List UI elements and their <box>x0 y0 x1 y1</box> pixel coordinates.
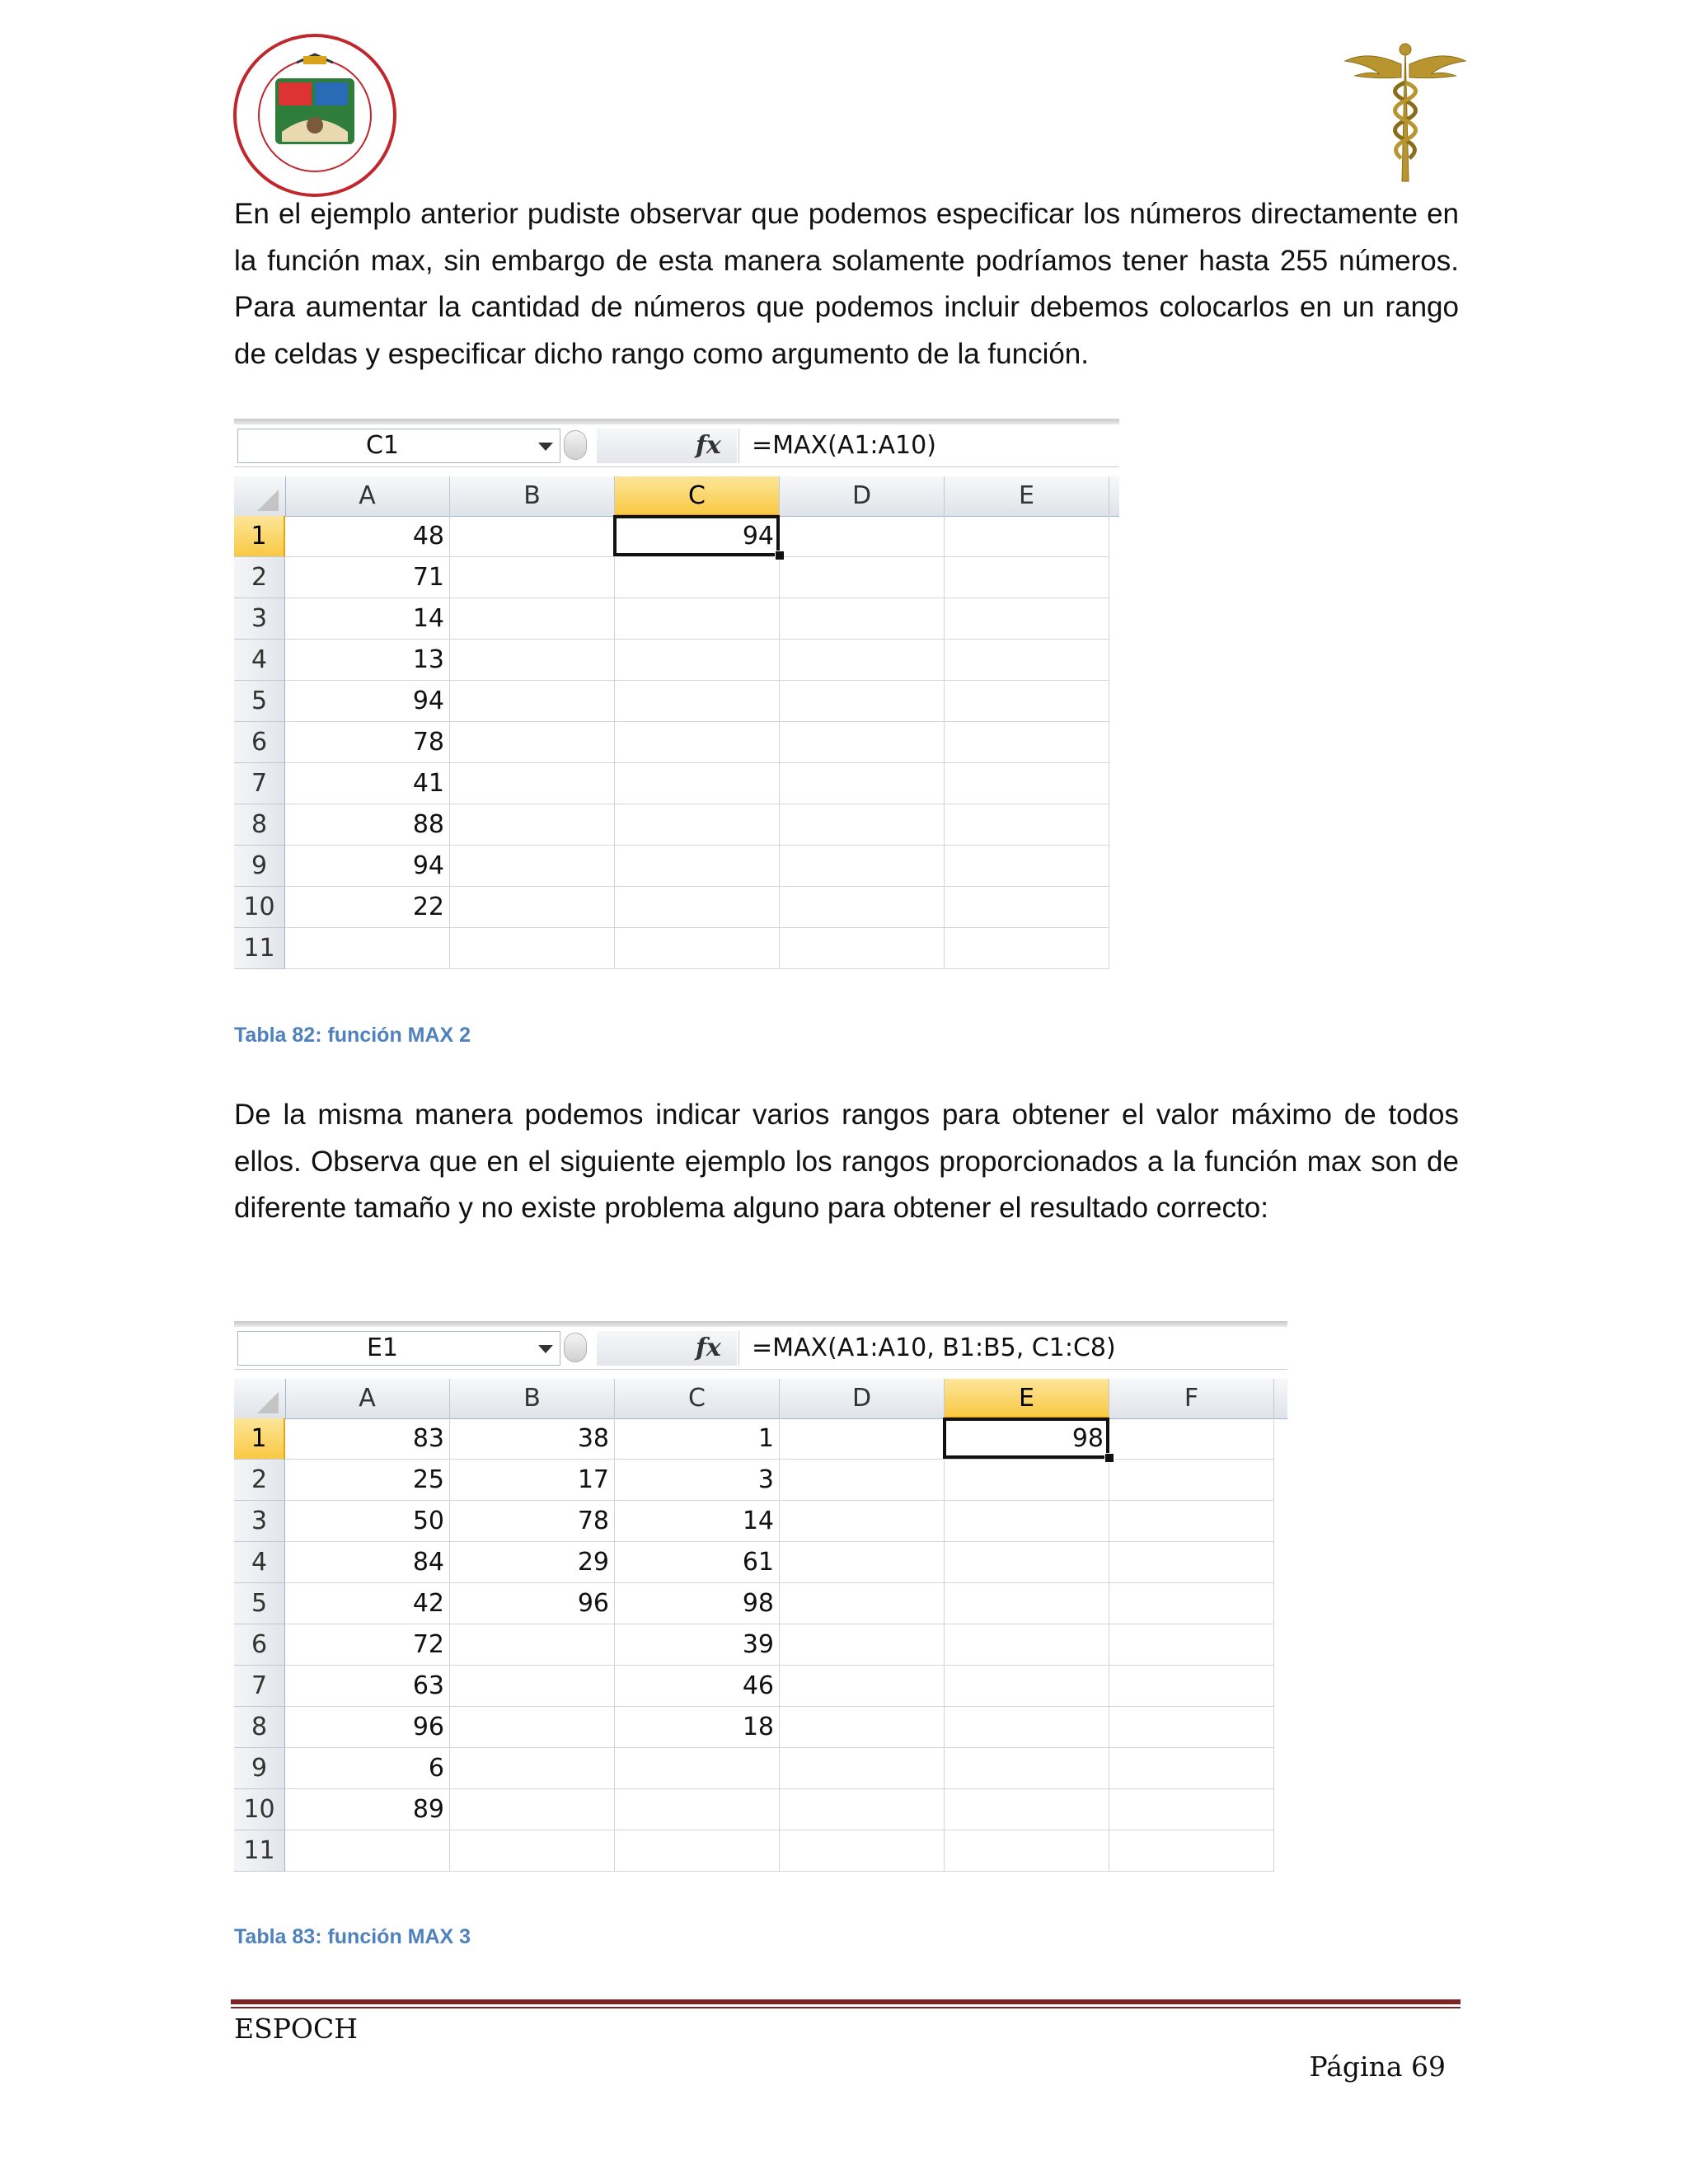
cell-c2[interactable]: 3 <box>615 1460 780 1501</box>
cell-c1[interactable]: 1 <box>615 1418 780 1460</box>
name-box-value: C1 <box>365 431 400 460</box>
cell-d8[interactable] <box>780 804 945 846</box>
active-cell-border <box>943 1418 1109 1459</box>
cell-b10[interactable] <box>450 887 615 928</box>
cell-a9[interactable]: 6 <box>285 1748 450 1789</box>
name-box-value: E1 <box>366 1333 399 1362</box>
cell-b4[interactable] <box>450 640 615 681</box>
formula-bar <box>234 1328 1287 1370</box>
cell-d5[interactable] <box>780 681 945 722</box>
cell-e1[interactable]: 98 <box>945 1418 1109 1460</box>
cell-b10[interactable] <box>450 1789 615 1830</box>
fx-icon[interactable]: fx <box>696 431 721 460</box>
row-header-5[interactable]: 5 <box>234 1583 285 1624</box>
active-cell-border <box>613 515 780 556</box>
cell-f10[interactable] <box>1109 1789 1274 1830</box>
cell-c4[interactable]: 61 <box>615 1542 780 1583</box>
cell-a11[interactable] <box>285 928 450 969</box>
cell-d6[interactable] <box>780 722 945 763</box>
row-header-6[interactable]: 6 <box>234 1624 285 1666</box>
cell-b7[interactable] <box>450 1666 615 1707</box>
cell-b6[interactable] <box>450 722 615 763</box>
cell-f11[interactable] <box>1109 1830 1274 1872</box>
footer-rule-thin <box>231 2007 1461 2008</box>
cell-e5[interactable] <box>945 1583 1109 1624</box>
cell-b7[interactable] <box>450 763 615 804</box>
cell-b3[interactable]: 78 <box>450 1501 615 1542</box>
select-all-corner[interactable] <box>234 476 286 516</box>
column-header-a[interactable]: A <box>285 476 450 516</box>
cell-d9[interactable] <box>780 1748 945 1789</box>
chevron-down-icon[interactable] <box>538 443 553 451</box>
cell-c4[interactable] <box>615 640 780 681</box>
cell-d4[interactable] <box>780 640 945 681</box>
cell-e7[interactable] <box>945 763 1109 804</box>
cell-f2[interactable] <box>1109 1460 1274 1501</box>
cell-c6[interactable] <box>615 722 780 763</box>
cell-a3[interactable]: 50 <box>285 1501 450 1542</box>
cell-b1[interactable] <box>450 516 615 557</box>
cell-a6[interactable]: 72 <box>285 1624 450 1666</box>
cell-d10[interactable] <box>780 1789 945 1830</box>
formula-input[interactable]: =MAX(A1:A10) <box>752 431 936 460</box>
cell-d6[interactable] <box>780 1624 945 1666</box>
cell-a2[interactable]: 71 <box>285 557 450 598</box>
ranges-paragraph: De la misma manera podemos indicar varios rangos para obtener el valor máximo de todos ellos. Observa que en el siguiente ejemplo los rangos proporcionados a la función max son de diferente tamaño y no existe problema alguno para obtener el resultado correcto: <box>234 1099 1459 1224</box>
footer-rule <box>231 1999 1461 2004</box>
row-header-7[interactable]: 7 <box>234 763 285 804</box>
intro-paragraph: En el ejemplo anterior pudiste observar que podemos especificar los números directamente en la función max, sin embargo de esta manera solamente podríamos tener hasta 255 números. Para aumentar la cantidad de números que podemos incluir debemos colocarlos en un rango de celdas y especificar dicho rango como argumento de la función. <box>234 198 1459 370</box>
cell-c10[interactable] <box>615 1789 780 1830</box>
cell-c9[interactable] <box>615 846 780 887</box>
column-header-d[interactable]: D <box>780 1379 945 1418</box>
page-number: Página 69 <box>1309 2050 1446 2083</box>
row-header-4[interactable]: 4 <box>234 640 285 681</box>
spreadsheet-max-2 <box>234 419 1119 982</box>
fx-icon[interactable]: fx <box>696 1333 721 1362</box>
cell-b2[interactable] <box>450 557 615 598</box>
cell-a3[interactable]: 14 <box>285 598 450 640</box>
cell-b9[interactable] <box>450 846 615 887</box>
column-header-e[interactable]: E <box>945 476 1109 516</box>
cell-e3[interactable] <box>945 598 1109 640</box>
select-all-corner[interactable] <box>234 1379 286 1418</box>
cell-a6[interactable]: 78 <box>285 722 450 763</box>
column-header-b[interactable]: B <box>450 476 615 516</box>
cell-e8[interactable] <box>945 804 1109 846</box>
cell-c2[interactable] <box>615 557 780 598</box>
column-header-c[interactable]: C <box>615 1379 780 1418</box>
cell-b4[interactable]: 29 <box>450 1542 615 1583</box>
cell-d2[interactable] <box>780 557 945 598</box>
row-header-3[interactable]: 3 <box>234 1501 285 1542</box>
cell-a1[interactable]: 83 <box>285 1418 450 1460</box>
cell-d5[interactable] <box>780 1583 945 1624</box>
cell-d3[interactable] <box>780 598 945 640</box>
name-box[interactable] <box>237 429 560 463</box>
cell-a10[interactable]: 89 <box>285 1789 450 1830</box>
table-caption-82: Tabla 82: función MAX 2 <box>234 1024 471 1047</box>
cell-c9[interactable] <box>615 1748 780 1789</box>
cell-a5[interactable]: 42 <box>285 1583 450 1624</box>
row-header-5[interactable]: 5 <box>234 681 285 722</box>
cell-b11[interactable] <box>450 928 615 969</box>
name-box[interactable] <box>237 1331 560 1366</box>
cell-c6[interactable]: 39 <box>615 1624 780 1666</box>
cell-d8[interactable] <box>780 1707 945 1748</box>
column-header-f[interactable]: F <box>1109 1379 1274 1418</box>
row-header-2[interactable]: 2 <box>234 557 285 598</box>
cell-c10[interactable] <box>615 887 780 928</box>
row-header-11[interactable]: 11 <box>234 928 285 969</box>
row-header-1[interactable]: 1 <box>234 1418 285 1460</box>
cell-b2[interactable]: 17 <box>450 1460 615 1501</box>
cell-e11[interactable] <box>945 928 1109 969</box>
cell-e2[interactable] <box>945 1460 1109 1501</box>
cell-a9[interactable]: 94 <box>285 846 450 887</box>
table-caption-83: Tabla 83: función MAX 3 <box>234 1925 471 1948</box>
formula-bar <box>234 425 1119 467</box>
row-header-8[interactable]: 8 <box>234 804 285 846</box>
cell-e7[interactable] <box>945 1666 1109 1707</box>
spreadsheet-max-3 <box>234 1321 1287 1885</box>
cell-c7[interactable]: 46 <box>615 1666 780 1707</box>
formula-bar-grip[interactable] <box>564 1333 587 1362</box>
cell-c7[interactable] <box>615 763 780 804</box>
row-header-7[interactable]: 7 <box>234 1666 285 1707</box>
cell-f3[interactable] <box>1109 1501 1274 1542</box>
cell-f5[interactable] <box>1109 1583 1274 1624</box>
cell-d3[interactable] <box>780 1501 945 1542</box>
cell-f9[interactable] <box>1109 1748 1274 1789</box>
row-header-1[interactable]: 1 <box>234 516 285 557</box>
cell-b8[interactable] <box>450 1707 615 1748</box>
cell-e6[interactable] <box>945 1624 1109 1666</box>
row-header-8[interactable]: 8 <box>234 1707 285 1748</box>
cell-d11[interactable] <box>780 1830 945 1872</box>
cell-c5[interactable]: 98 <box>615 1583 780 1624</box>
cell-d2[interactable] <box>780 1460 945 1501</box>
cell-a7[interactable]: 63 <box>285 1666 450 1707</box>
cell-f8[interactable] <box>1109 1707 1274 1748</box>
row-header-2[interactable]: 2 <box>234 1460 285 1501</box>
cell-b1[interactable]: 38 <box>450 1418 615 1460</box>
footer-institution: ESPOCH <box>234 2013 358 2045</box>
cell-a8[interactable]: 88 <box>285 804 450 846</box>
cell-e11[interactable] <box>945 1830 1109 1872</box>
formula-separator <box>738 429 739 463</box>
select-all-icon <box>257 1392 279 1413</box>
cell-a1[interactable]: 48 <box>285 516 450 557</box>
cell-a8[interactable]: 96 <box>285 1707 450 1748</box>
cell-c11[interactable] <box>615 1830 780 1872</box>
cell-e4[interactable] <box>945 1542 1109 1583</box>
cell-a5[interactable]: 94 <box>285 681 450 722</box>
fill-handle[interactable] <box>1104 1453 1114 1463</box>
espoch-seal-logo <box>232 33 397 198</box>
cell-e9[interactable] <box>945 846 1109 887</box>
cell-a4[interactable]: 84 <box>285 1542 450 1583</box>
cell-b9[interactable] <box>450 1748 615 1789</box>
caduceus-icon <box>1343 41 1467 185</box>
cell-b11[interactable] <box>450 1830 615 1872</box>
cell-e10[interactable] <box>945 1789 1109 1830</box>
cell-e10[interactable] <box>945 887 1109 928</box>
ribbon-edge <box>234 1321 1287 1327</box>
cell-f4[interactable] <box>1109 1542 1274 1583</box>
row-header-10[interactable]: 10 <box>234 887 285 928</box>
cell-e2[interactable] <box>945 557 1109 598</box>
cell-a11[interactable] <box>285 1830 450 1872</box>
column-header-e[interactable]: E <box>945 1379 1109 1418</box>
cell-b5[interactable] <box>450 681 615 722</box>
row-header-10[interactable]: 10 <box>234 1789 285 1830</box>
cell-e6[interactable] <box>945 722 1109 763</box>
column-header-b[interactable]: B <box>450 1379 615 1418</box>
cell-f1[interactable] <box>1109 1418 1274 1460</box>
row-header-6[interactable]: 6 <box>234 722 285 763</box>
row-header-4[interactable]: 4 <box>234 1542 285 1583</box>
row-header-11[interactable]: 11 <box>234 1830 285 1872</box>
cell-d10[interactable] <box>780 887 945 928</box>
cell-a2[interactable]: 25 <box>285 1460 450 1501</box>
cell-c8[interactable]: 18 <box>615 1707 780 1748</box>
cell-f6[interactable] <box>1109 1624 1274 1666</box>
ribbon-edge <box>234 419 1119 424</box>
cell-d4[interactable] <box>780 1542 945 1583</box>
row-header-9[interactable]: 9 <box>234 846 285 887</box>
cell-b5[interactable]: 96 <box>450 1583 615 1624</box>
cell-b8[interactable] <box>450 804 615 846</box>
fill-handle[interactable] <box>775 551 785 560</box>
cell-d7[interactable] <box>780 1666 945 1707</box>
cell-e9[interactable] <box>945 1748 1109 1789</box>
cell-d11[interactable] <box>780 928 945 969</box>
cell-a7[interactable]: 41 <box>285 763 450 804</box>
cell-d7[interactable] <box>780 763 945 804</box>
cell-c11[interactable] <box>615 928 780 969</box>
row-header-3[interactable]: 3 <box>234 598 285 640</box>
row-header-9[interactable]: 9 <box>234 1748 285 1789</box>
cell-e3[interactable] <box>945 1501 1109 1542</box>
chevron-down-icon[interactable] <box>538 1345 553 1353</box>
cell-b3[interactable] <box>450 598 615 640</box>
column-header-a[interactable]: A <box>285 1379 450 1418</box>
formula-separator <box>738 1331 739 1366</box>
formula-input[interactable]: =MAX(A1:A10, B1:B5, C1:C8) <box>752 1333 1116 1362</box>
cell-b6[interactable] <box>450 1624 615 1666</box>
cell-f7[interactable] <box>1109 1666 1274 1707</box>
cell-c8[interactable] <box>615 804 780 846</box>
cell-d1[interactable] <box>780 516 945 557</box>
cell-e5[interactable] <box>945 681 1109 722</box>
cell-e8[interactable] <box>945 1707 1109 1748</box>
cell-c5[interactable] <box>615 681 780 722</box>
cell-a10[interactable]: 22 <box>285 887 450 928</box>
cell-d1[interactable] <box>780 1418 945 1460</box>
cell-e1[interactable] <box>945 516 1109 557</box>
cell-c1[interactable]: 94 <box>615 516 780 557</box>
cell-d9[interactable] <box>780 846 945 887</box>
cell-c3[interactable]: 14 <box>615 1501 780 1542</box>
column-header-d[interactable]: D <box>780 476 945 516</box>
cell-c3[interactable] <box>615 598 780 640</box>
select-all-icon <box>257 490 279 511</box>
cell-e4[interactable] <box>945 640 1109 681</box>
formula-bar-grip[interactable] <box>564 430 587 460</box>
column-header-c[interactable]: C <box>615 476 780 516</box>
cell-a4[interactable]: 13 <box>285 640 450 681</box>
